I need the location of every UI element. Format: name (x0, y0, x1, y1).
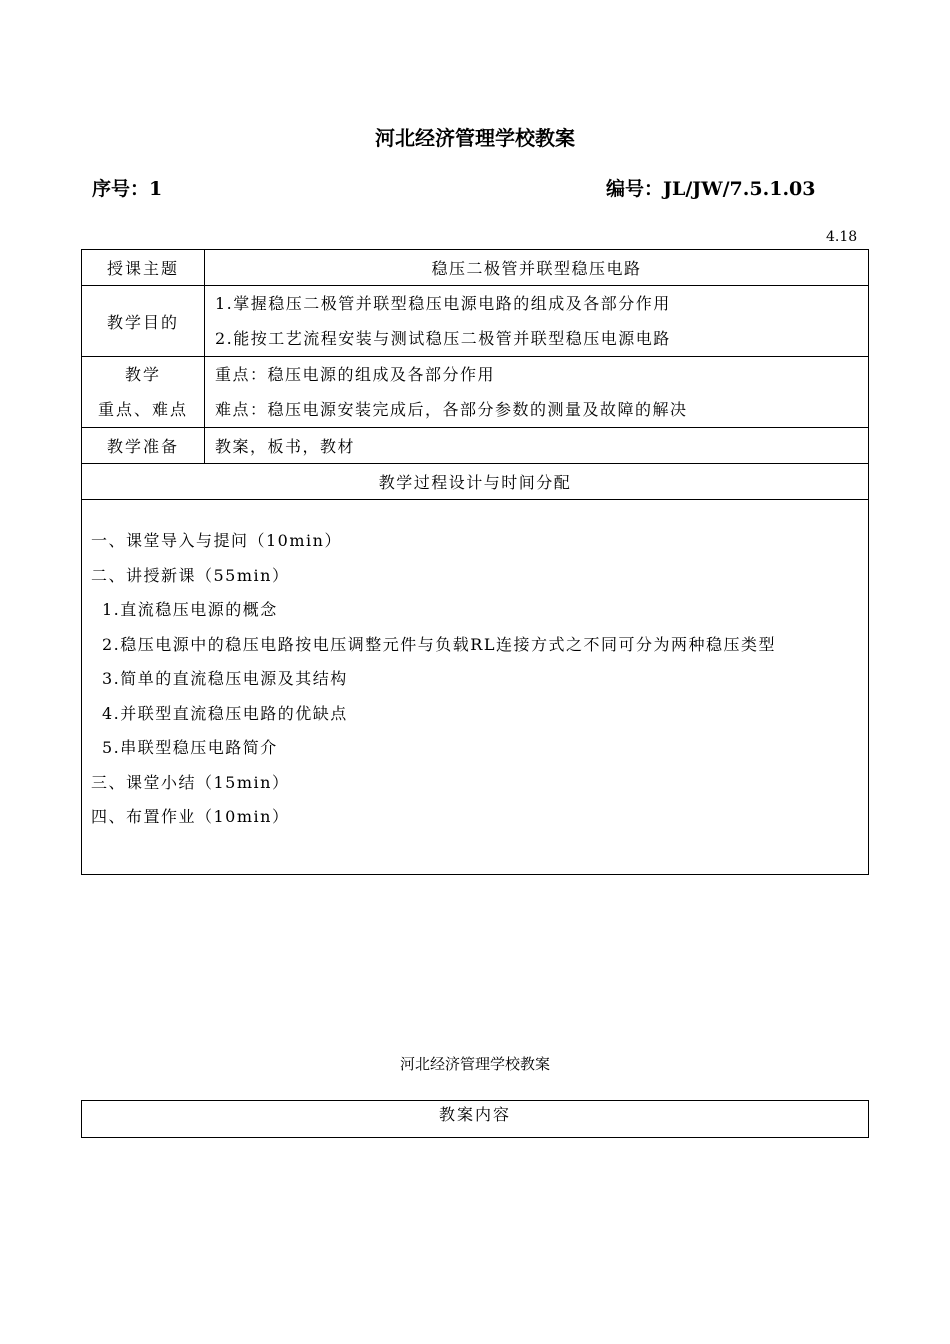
prep-row (82, 428, 869, 464)
process-item: 二、讲授新课（55min） (91, 565, 290, 585)
goal-label: 教学目的 (82, 286, 205, 357)
goal-values (205, 286, 869, 357)
prep-value: 教案，板书，教材 (205, 428, 869, 464)
difficult-point: 难点：稳压电源安装完成后，各部分参数的测量及故障的解决 (215, 400, 688, 419)
goal-item: 1.掌握稳压二极管并联型稳压电源电路的组成及各部分作用 (215, 294, 671, 313)
process-header: 教学过程设计与时间分配 (82, 464, 869, 500)
process-subitem: 3.简单的直流稳压电源及其结构 (102, 669, 348, 688)
page-title: 河北经济管理学校教案 (375, 126, 575, 150)
topic-label: 授课主题 (82, 250, 205, 286)
date-label: 4.18 (826, 229, 858, 245)
prep-label: 教学准备 (82, 428, 205, 464)
goal-row (82, 286, 869, 357)
process-subitem: 4.并联型直流稳压电路的优缺点 (102, 703, 348, 723)
process-header-row (82, 464, 869, 500)
second-page-title: 河北经济管理学校教案 (399, 1055, 550, 1073)
topic-value: 稳压二极管并联型稳压电路 (205, 250, 869, 286)
process-subitem: 1.直流稳压电源的概念 (102, 600, 278, 619)
process-content (82, 500, 869, 875)
process-list (82, 500, 868, 835)
process-row (82, 500, 869, 875)
process-subitem: 5.串联型稳压电路简介 (102, 738, 278, 757)
process-item: 一、课堂导入与提问（10min） (91, 531, 342, 550)
key-point: 重点：稳压电源的组成及各部分作用 (215, 365, 496, 384)
process-item: 三、课堂小结（15min） (91, 772, 290, 792)
serial-number: 序号：1 (92, 178, 163, 200)
keypoints-label-line: 重点、难点 (97, 400, 188, 419)
lesson-plan-table (81, 249, 869, 875)
goal-item: 2.能按工艺流程安装与测试稳压二极管并联型稳压电源电路 (215, 329, 671, 348)
keypoints-label (82, 357, 205, 428)
process-item: 四、布置作业（10min） (91, 807, 290, 826)
document-code: 编号：JL/JW/7.5.1.03 (606, 178, 816, 200)
keypoints-row (82, 357, 869, 428)
topic-row (82, 250, 869, 286)
process-subitem: 2.稳压电源中的稳压电路按电压调整元件与负载RL连接方式之不同可分为两种稳压类型 (102, 634, 776, 654)
content-header-box: 教案内容 (81, 1100, 869, 1138)
keypoints-values (205, 357, 869, 428)
keypoints-label-line: 教学 (124, 365, 161, 384)
